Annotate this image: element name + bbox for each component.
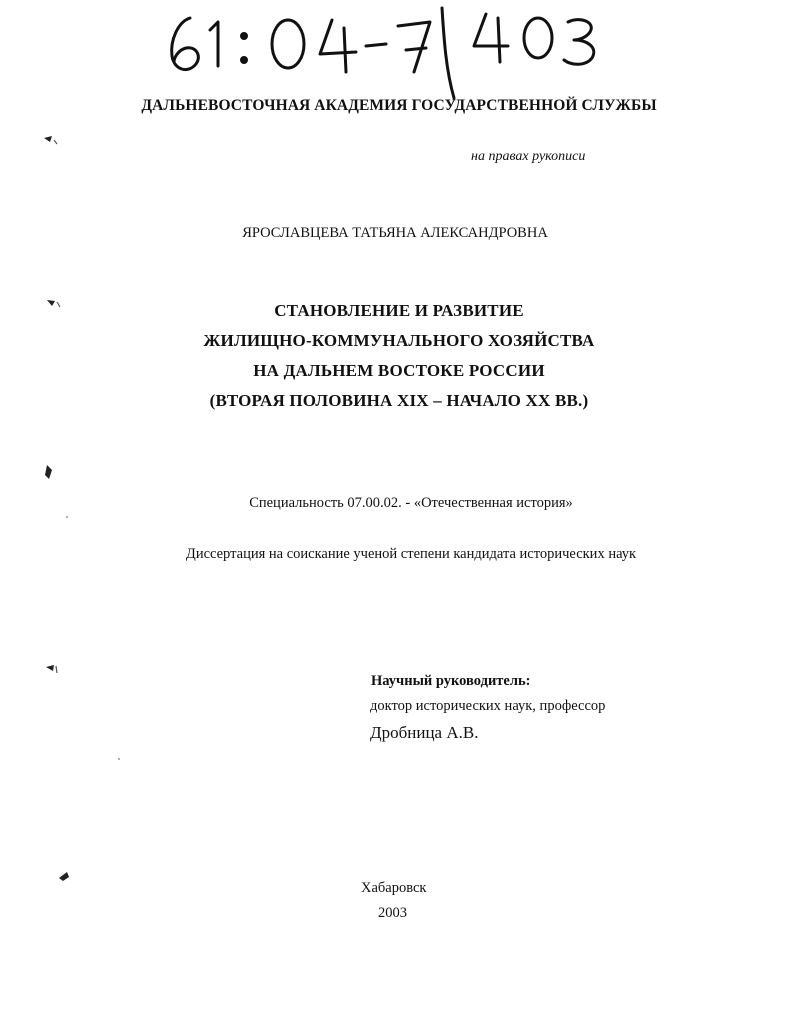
degree-line: Диссертация на соискание ученой степени кандидата исторических наук (185, 546, 637, 562)
institution-name: ДАЛЬНЕВОСТОЧНАЯ АКАДЕМИЯ ГОСУДАРСТВЕННОЙ СЛУЖБЫ (141, 97, 657, 114)
scan-mark-icon (44, 292, 66, 314)
manuscript-note: на правах рукописи (471, 149, 586, 164)
advisor-title: доктор исторических наук, профессор (370, 698, 606, 714)
scan-mark-icon (40, 462, 62, 484)
scan-mark-icon (40, 128, 62, 150)
city-name: Хабаровск (361, 880, 427, 896)
year: 2003 (378, 905, 407, 921)
advisor-heading: Научный руководитель: (371, 673, 531, 689)
scan-mark-icon (54, 866, 76, 888)
handwritten-archive-code (160, 0, 630, 100)
title-line-4: (ВТОРАЯ ПОЛОВИНА XIX – НАЧАЛО XX ВВ.) (209, 391, 589, 410)
scan-speck (118, 758, 120, 760)
scan-speck (66, 516, 68, 518)
title-line-3: НА ДАЛЬНЕМ ВОСТОКЕ РОССИИ (253, 361, 545, 380)
title-line-1: СТАНОВЛЕНИЕ И РАЗВИТИЕ (274, 301, 524, 320)
title-line-2: ЖИЛИЩНО-КОММУНАЛЬНОГО ХОЗЯЙСТВА (203, 331, 595, 350)
specialty-line: Специальность 07.00.02. - «Отечественная история» (249, 495, 573, 511)
advisor-name: Дробница А.В. (370, 723, 479, 742)
author-name: ЯРОСЛАВЦЕВА ТАТЬЯНА АЛЕКСАНДРОВНА (242, 225, 548, 241)
scan-mark-icon (42, 658, 64, 680)
